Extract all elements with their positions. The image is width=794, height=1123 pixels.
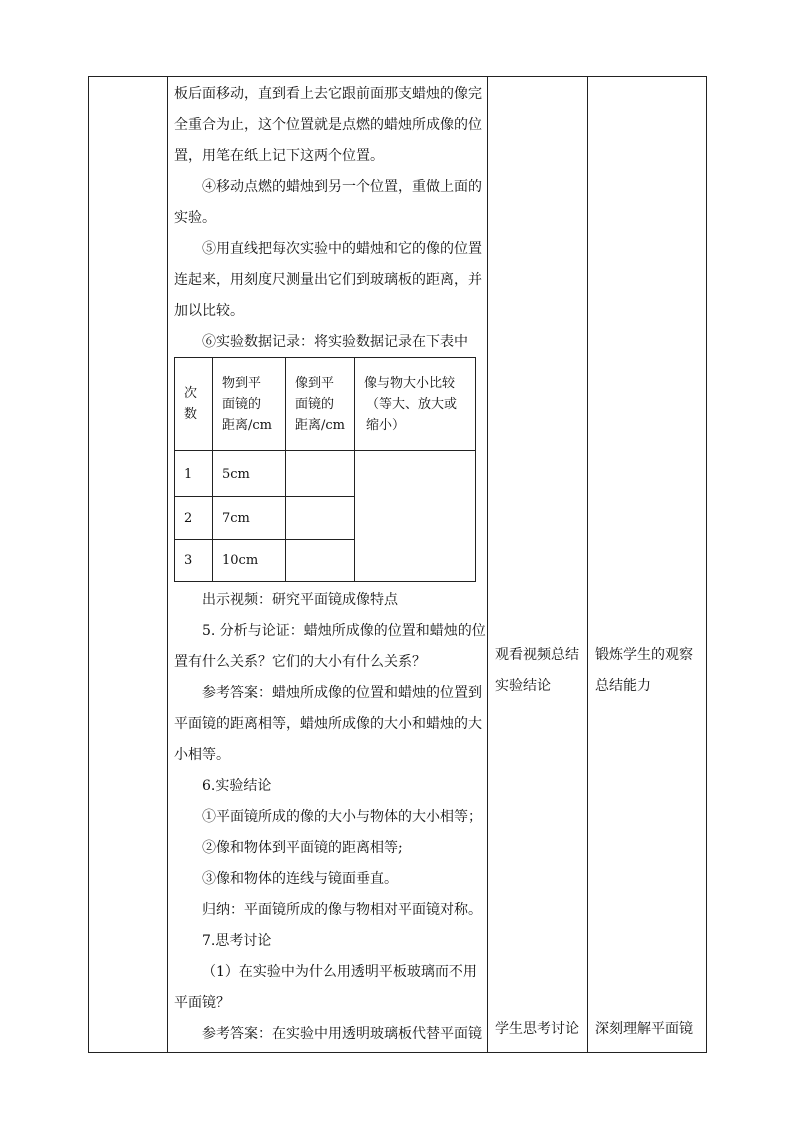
text-line: 实验。 bbox=[174, 210, 216, 226]
text-line: 平面镜的距离相等，蜡烛所成像的大小和蜡烛的大 bbox=[174, 716, 482, 732]
header-cell: 像到平 bbox=[295, 376, 335, 391]
text-line: 全重合为止，这个位置就是点燃的蜡烛所成像的位 bbox=[174, 117, 482, 133]
table-bottom-border bbox=[88, 1052, 707, 1053]
text-line: 出示视频：研究平面镜成像特点 bbox=[202, 592, 398, 608]
text-line: ②像和物体到平面镜的距离相等; bbox=[202, 840, 403, 856]
student-activity-text: 观看视频总结 bbox=[495, 647, 579, 663]
text-line: （1）在实验中为什么用透明平板玻璃而不用 bbox=[202, 964, 477, 980]
table-border-col1 bbox=[167, 76, 168, 1053]
text-line: 平面镜？ bbox=[174, 995, 230, 1011]
student-activity-text: 学生思考讨论 bbox=[495, 1021, 579, 1037]
text-line: 归纳：平面镜所成的像与物相对平面镜对称。 bbox=[202, 902, 482, 918]
table-border-right bbox=[706, 76, 707, 1053]
header-cell: 缩小） bbox=[366, 418, 406, 433]
text-line: 6.实验结论 bbox=[202, 778, 272, 794]
header-cell: 距离/cm bbox=[295, 418, 345, 433]
table-cell: 2 bbox=[184, 511, 193, 526]
table-border-left bbox=[88, 76, 89, 1053]
header-cell: 面镜的 bbox=[295, 397, 335, 412]
design-intent-text: 总结能力 bbox=[595, 678, 651, 694]
header-cell: （等大、放大或 bbox=[366, 397, 458, 412]
table-cell: 1 bbox=[184, 467, 193, 482]
text-line: 连起来，用刻度尺测量出它们到玻璃板的距离，并 bbox=[174, 272, 482, 288]
text-line: 小相等。 bbox=[174, 747, 230, 763]
header-cell: 距离/cm bbox=[222, 418, 272, 433]
text-line: ③像和物体的连线与镜面垂直。 bbox=[202, 871, 398, 887]
design-intent-text: 锻炼学生的观察 bbox=[595, 647, 693, 663]
header-cell: 数 bbox=[184, 407, 198, 422]
header-cell: 物到平 bbox=[222, 376, 262, 391]
table-cell: 10cm bbox=[222, 553, 259, 568]
table-cell: 3 bbox=[184, 553, 193, 568]
header-cell: 面镜的 bbox=[222, 397, 262, 412]
design-intent-text: 深刻理解平面镜 bbox=[595, 1021, 693, 1037]
text-line: 参考答案：在实验中用透明玻璃板代替平面镜 bbox=[202, 1026, 482, 1042]
text-line: ④移动点燃的蜡烛到另一个位置，重做上面的 bbox=[202, 179, 482, 195]
header-cell: 像与物大小比较 bbox=[364, 376, 456, 391]
table-cell: 5cm bbox=[222, 467, 250, 482]
text-line: 加以比较。 bbox=[174, 303, 244, 319]
text-line: 5. 分析与论证：蜡烛所成像的位置和蜡烛的位 bbox=[202, 623, 486, 639]
text-line: 板后面移动，直到看上去它跟前面那支蜡烛的像完 bbox=[174, 86, 482, 102]
text-line: 置，用笔在纸上记下这两个位置。 bbox=[174, 148, 384, 164]
text-line: 7.思考讨论 bbox=[202, 933, 272, 949]
header-cell: 次 bbox=[184, 386, 198, 401]
student-activity-text: 实验结论 bbox=[495, 678, 551, 694]
table-cell: 7cm bbox=[222, 511, 250, 526]
table-top-border bbox=[88, 76, 707, 77]
text-line: 置有什么关系？它们的大小有什么关系？ bbox=[174, 654, 426, 670]
text-line: 参考答案：蜡烛所成像的位置和蜡烛的位置到 bbox=[202, 685, 482, 701]
text-line: ⑥实验数据记录：将实验数据记录在下表中 bbox=[202, 334, 468, 350]
text-line: ①平面镜所成的像的大小与物体的大小相等； bbox=[202, 809, 482, 825]
table-border-col2 bbox=[487, 76, 488, 1053]
text-line: ⑤用直线把每次实验中的蜡烛和它的像的位置 bbox=[202, 241, 482, 257]
table-border-col3 bbox=[587, 76, 588, 1053]
